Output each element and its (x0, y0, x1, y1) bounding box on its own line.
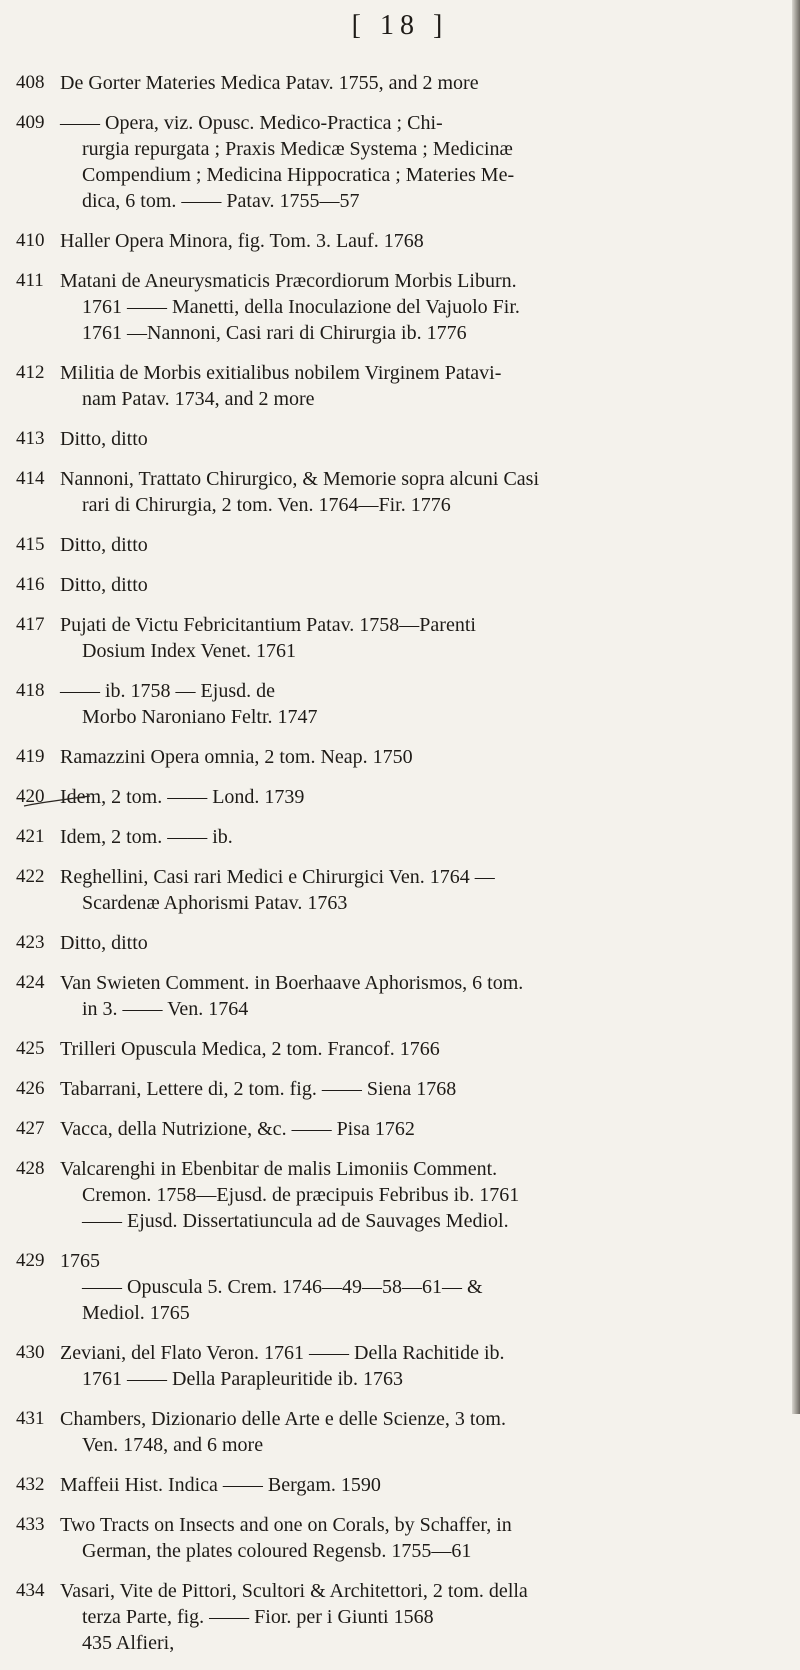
page-number: [ 18 ] (351, 10, 449, 41)
entry-line: Haller Opera Minora, fig. Tom. 3. Lauf. 1768 (60, 230, 424, 252)
entry-number: 411 (16, 270, 44, 291)
entry-number: 422 (16, 866, 45, 887)
entry-line: Pujati de Victu Febricitantium Patav. 1758—Parenti (60, 614, 476, 636)
entry-line: nam Patav. 1734, and 2 more (82, 388, 315, 410)
entry-number: 432 (16, 1474, 45, 1495)
entry-line: Cremon. 1758—Ejusd. de præcipuis Febribus ib. 1761 (82, 1184, 520, 1206)
entry-number: 433 (16, 1514, 45, 1535)
entry-line: terza Parte, fig. —— Fior. per i Giunti 1568 (82, 1606, 434, 1628)
entry-line: 1761 —— Manetti, della Inoculazione del Vajuolo Fir. (82, 296, 520, 318)
entry-line: 1761 —Nannoni, Casi rari di Chirurgia ib. 1776 (82, 322, 467, 344)
entry-number: 419 (16, 746, 45, 767)
entry-number: 418 (16, 680, 45, 701)
entry-number: 415 (16, 534, 45, 555)
catalogue-entry (16, 824, 786, 850)
entry-line: German, the plates coloured Regensb. 1755—61 (82, 1540, 472, 1562)
catalogue-entry (16, 1248, 786, 1326)
entry-number: 412 (16, 362, 45, 383)
entry-line: Ramazzini Opera omnia, 2 tom. Neap. 1750 (60, 746, 413, 768)
entry-line: in 3. —— Ven. 1764 (82, 998, 249, 1020)
catalogue-entry (16, 360, 786, 412)
catalogue-entry (16, 1076, 786, 1102)
entry-line: Matani de Aneurysmaticis Præcordiorum Morbis Liburn. (60, 270, 517, 292)
catalogue-entry (16, 268, 786, 346)
entry-number: 420 (16, 786, 45, 807)
entry-line: Ditto, ditto (60, 932, 148, 954)
entry-line: Van Swieten Comment. in Boerhaave Aphorismos, 6 tom. (60, 972, 524, 994)
entry-number: 417 (16, 614, 45, 635)
entry-number: 425 (16, 1038, 45, 1059)
entry-number: 427 (16, 1118, 45, 1139)
entry-number: 426 (16, 1078, 45, 1099)
catalogue-entry (16, 70, 786, 96)
entry-line: Zeviani, del Flato Veron. 1761 —— Della Rachitide ib. (60, 1342, 505, 1364)
entry-line: Mediol. 1765 (82, 1302, 190, 1324)
catalogue-entry (16, 572, 786, 598)
entry-line: dica, 6 tom. —— Patav. 1755—57 (82, 190, 360, 212)
entry-number: 434 (16, 1580, 45, 1601)
entry-number: 428 (16, 1158, 45, 1179)
catalogue-entry (16, 1116, 786, 1142)
entry-line: Two Tracts on Insects and one on Corals, by Schaffer, in (60, 1514, 512, 1536)
catalogue-entry (16, 612, 786, 664)
entry-line: Vasari, Vite de Pittori, Scultori & Architettori, 2 tom. della (60, 1580, 528, 1602)
entry-number: 424 (16, 972, 45, 993)
entry-line: Scardenæ Aphorismi Patav. 1763 (82, 892, 348, 914)
entry-number: 421 (16, 826, 45, 847)
catalogue-entry (16, 1512, 786, 1564)
entry-line: Ditto, ditto (60, 574, 148, 596)
entry-line: 1765 (60, 1250, 100, 1272)
entry-line: Trilleri Opuscula Medica, 2 tom. Francof. 1766 (60, 1038, 440, 1060)
catalogue-entry (16, 970, 786, 1022)
catalogue-entry (16, 864, 786, 916)
entry-line: De Gorter Materies Medica Patav. 1755, and 2 more (60, 72, 479, 94)
entry-number: 413 (16, 428, 45, 449)
catalogue-entry (16, 466, 786, 518)
entry-line: Idem, 2 tom. —— ib. (60, 826, 233, 848)
entries-list (16, 70, 786, 1670)
entry-line: Maffeii Hist. Indica —— Bergam. 1590 (60, 1474, 381, 1496)
catalogue-entry (16, 678, 786, 730)
entry-line: —— Ejusd. Dissertatiuncula ad de Sauvages Mediol. (82, 1210, 509, 1232)
catalogue-entry (16, 1578, 786, 1656)
entry-number: 430 (16, 1342, 45, 1363)
entry-line: 1761 —— Della Parapleuritide ib. 1763 (82, 1368, 404, 1390)
entry-number: 410 (16, 230, 45, 251)
entry-line: Ven. 1748, and 6 more (82, 1434, 264, 1456)
catalogue-entry (16, 1156, 786, 1234)
entry-line: Valcarenghi in Ebenbitar de malis Limoniis Comment. (60, 1158, 498, 1180)
entry-line: Ditto, ditto (60, 534, 148, 556)
entry-number: 408 (16, 72, 45, 93)
entry-line: Morbo Naroniano Feltr. 1747 (82, 706, 318, 728)
entry-line: Militia de Morbis exitialibus nobilem Virginem Patavi- (60, 362, 502, 384)
entry-number: 414 (16, 468, 45, 489)
entry-line: Dosium Index Venet. 1761 (82, 640, 297, 662)
ink-mark (22, 792, 92, 810)
catalogue-entry (16, 930, 786, 956)
entry-number: 431 (16, 1408, 45, 1429)
entry-line: —— ib. 1758 — Ejusd. de (60, 680, 275, 702)
entry-number: 429 (16, 1250, 45, 1271)
entry-line: —— Opera, viz. Opusc. Medico-Practica ; Chi- (60, 112, 443, 134)
entry-line: —— Opuscula 5. Crem. 1746—49—58—61— & (82, 1276, 483, 1298)
catalogue-entry (16, 110, 786, 214)
entry-line: Vacca, della Nutrizione, &c. —— Pisa 1762 (60, 1118, 415, 1140)
entry-number: 423 (16, 932, 45, 953)
catalogue-entry (16, 744, 786, 770)
entry-line: Chambers, Dizionario delle Arte e delle Scienze, 3 tom. (60, 1408, 506, 1430)
catalogue-entry (16, 784, 786, 810)
entry-line: 435 Alfieri, (82, 1632, 175, 1654)
entry-line: Nannoni, Trattato Chirurgico, & Memorie sopra alcuni Casi (60, 468, 540, 490)
entry-line: Tabarrani, Lettere di, 2 tom. fig. —— Siena 1768 (60, 1078, 457, 1100)
page-edge (792, 0, 800, 1414)
entry-line: Idem, 2 tom. —— Lond. 1739 (60, 786, 305, 808)
entry-line: rari di Chirurgia, 2 tom. Ven. 1764—Fir. 1776 (82, 494, 451, 516)
catalogue-entry (16, 532, 786, 558)
entry-line: Reghellini, Casi rari Medici e Chirurgici Ven. 1764 — (60, 866, 495, 888)
entry-number: 409 (16, 112, 45, 133)
catalogue-entry (16, 1340, 786, 1392)
catalogue-entry (16, 1036, 786, 1062)
catalogue-entry (16, 1472, 786, 1498)
entry-line: Compendium ; Medicina Hippocratica ; Materies Me- (82, 164, 515, 186)
entry-line: Ditto, ditto (60, 428, 148, 450)
catalogue-entry (16, 228, 786, 254)
entry-line: rurgia repurgata ; Praxis Medicæ Systema ; Medicinæ (82, 138, 513, 160)
catalogue-entry (16, 426, 786, 452)
entry-number: 416 (16, 574, 45, 595)
